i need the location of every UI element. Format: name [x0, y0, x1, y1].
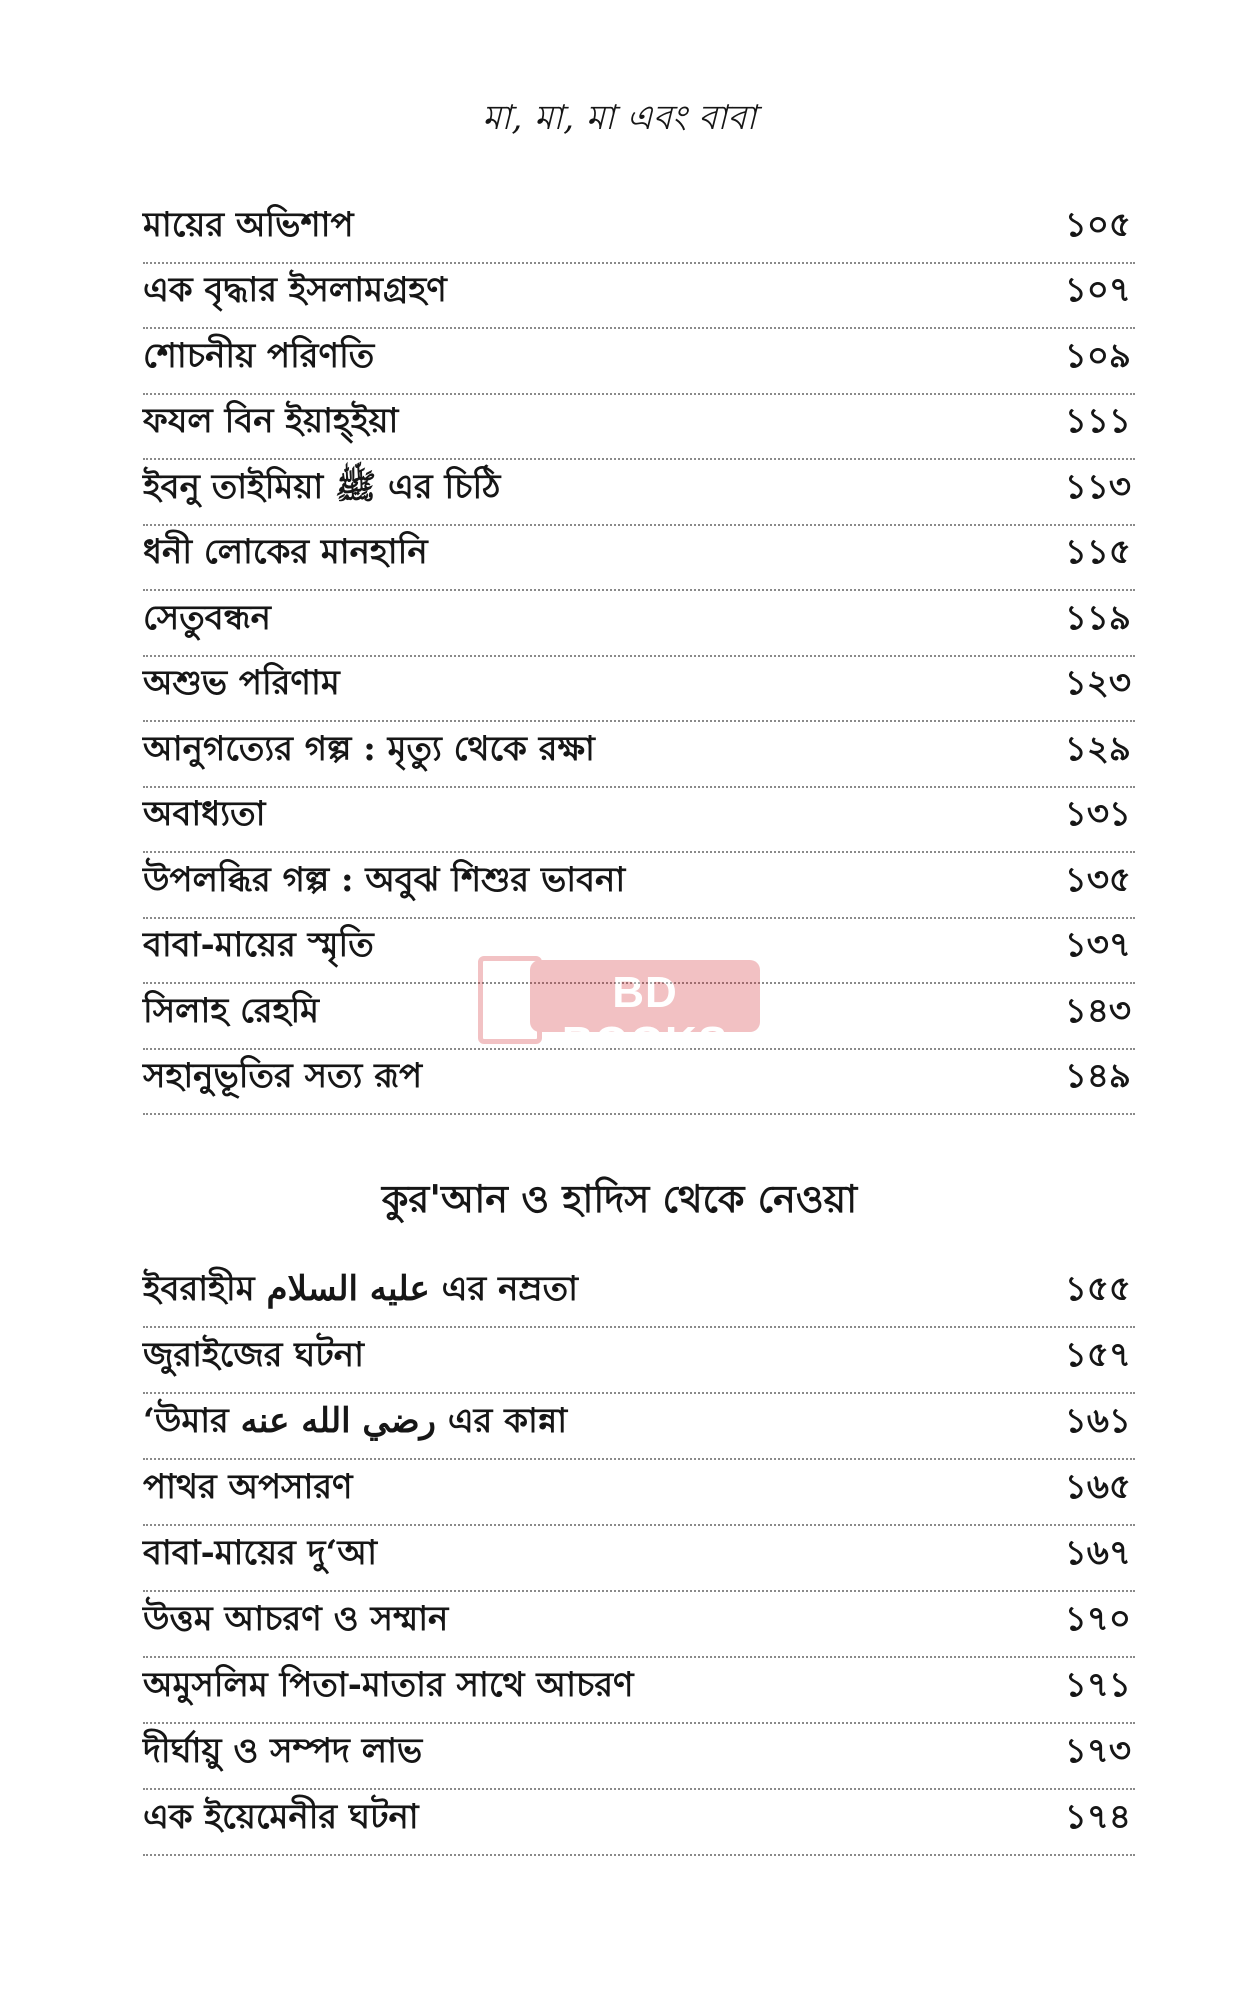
- running-header: মা, মা, মা এবং বাবা: [482, 98, 757, 138]
- table-of-contents-part-2: [143, 1262, 1135, 1856]
- toc-entry-page: ১১৯: [1064, 597, 1131, 638]
- toc-entry-page: ১০৯: [1064, 335, 1131, 376]
- toc-entry-page: ১১১: [1064, 401, 1131, 441]
- toc-entry: [143, 1328, 1135, 1394]
- toc-entry-page: ১৩৭: [1064, 925, 1131, 965]
- toc-entry: [143, 1790, 1135, 1856]
- toc-entry-title: মায়ের অভিশাপ: [143, 204, 354, 245]
- toc-entry: [143, 1460, 1135, 1526]
- toc-entry-title: জুরাইজের ঘটনা: [143, 1335, 364, 1375]
- toc-entry-page: ১২৯: [1064, 728, 1131, 769]
- toc-entry: [143, 460, 1135, 526]
- toc-entry-title: পাথর অপসারণ: [143, 1467, 353, 1507]
- toc-entry: [143, 395, 1135, 461]
- toc-entry-page: ১৭৪: [1064, 1797, 1131, 1837]
- toc-entry-title: ইবনু তাইমিয়া ﷺ এর চিঠি: [143, 466, 501, 507]
- toc-entry: [143, 198, 1135, 264]
- toc-entry-title: দীর্ঘায়ু ও সম্পদ লাভ: [143, 1731, 423, 1771]
- section-heading: কুর'আন ও হাদিস থেকে নেওয়া: [381, 1176, 858, 1221]
- toc-entry-title: উত্তম আচরণ ও সম্মান: [143, 1599, 449, 1639]
- toc-entry-title: আনুগত্যের গল্প : মৃত্যু থেকে রক্ষা: [143, 728, 595, 769]
- toc-entry-title: ইবরাহীম عليه السلام এর নম্রতা: [143, 1269, 578, 1309]
- toc-entry-page: ১৭১: [1064, 1665, 1131, 1705]
- toc-entry: [143, 722, 1135, 788]
- toc-entry-page: ১৬১: [1064, 1401, 1131, 1441]
- toc-entry-page: ১৫৫: [1064, 1269, 1131, 1309]
- toc-entry-page: ১৫৭: [1064, 1335, 1131, 1375]
- toc-entry-page: ১১৩: [1064, 466, 1131, 507]
- toc-entry: [143, 1724, 1135, 1790]
- watermark-text: BD BOOKS: [561, 968, 729, 1067]
- watermark-logo: [478, 950, 768, 1067]
- toc-entry-title: ধনী লোকের মানহানি: [143, 532, 428, 572]
- toc-entry-title: বাবা-মায়ের স্মৃতি: [143, 925, 374, 965]
- toc-entry: [143, 657, 1135, 723]
- toc-entry-title: উপলব্ধির গল্প : অবুঝ শিশুর ভাবনা: [143, 859, 626, 900]
- toc-entry-page: ১৩৫: [1064, 859, 1131, 900]
- toc-entry-title: বাবা-মায়ের দু‘আ: [143, 1533, 378, 1573]
- toc-entry-title: ফযল বিন ইয়াহ্ইয়া: [143, 401, 399, 441]
- toc-entry-title: সহানুভূতির সত্য রূপ: [143, 1056, 423, 1096]
- toc-entry: [143, 853, 1135, 919]
- toc-entry: [143, 1262, 1135, 1328]
- toc-entry-page: ১৪৩: [1064, 990, 1131, 1031]
- toc-entry-page: ১০৭: [1064, 270, 1131, 310]
- toc-entry: [143, 329, 1135, 395]
- toc-entry-title: সেতুবন্ধন: [143, 597, 271, 638]
- toc-entry-title: অমুসলিম পিতা-মাতার সাথে আচরণ: [143, 1665, 634, 1705]
- toc-entry-title: শোচনীয় পরিণতি: [143, 335, 375, 376]
- toc-entry-title: এক বৃদ্ধার ইসলামগ্রহণ: [143, 270, 447, 310]
- toc-entry: [143, 1394, 1135, 1460]
- toc-entry: [143, 1592, 1135, 1658]
- toc-entry-page: ১৬৭: [1064, 1533, 1131, 1573]
- toc-entry-page: ১৬৫: [1064, 1467, 1131, 1507]
- toc-entry: [143, 591, 1135, 657]
- toc-entry-page: ১১৫: [1064, 532, 1131, 572]
- toc-entry-page: ১০৫: [1064, 204, 1131, 245]
- toc-entry: [143, 1526, 1135, 1592]
- toc-entry-page: ১২৩: [1064, 663, 1131, 703]
- toc-entry-title: সিলাহ রেহমি: [143, 990, 320, 1031]
- toc-entry-page: ১৪৯: [1064, 1056, 1131, 1096]
- toc-entry-title: অবাধ্যতা: [143, 794, 266, 834]
- toc-entry-title: অশুভ পরিণাম: [143, 663, 340, 703]
- toc-entry-page: ১৭৩: [1064, 1731, 1131, 1771]
- toc-entry: [143, 264, 1135, 330]
- toc-entry: [143, 1658, 1135, 1724]
- toc-entry: [143, 526, 1135, 592]
- toc-entry: [143, 788, 1135, 854]
- toc-entry-title: ‘উমার رضي الله عنه এর কান্না: [143, 1401, 568, 1441]
- toc-entry-page: ১৩১: [1064, 794, 1131, 834]
- toc-entry-page: ১৭০: [1064, 1599, 1131, 1639]
- toc-entry-title: এক ইয়েমেনীর ঘটনা: [143, 1797, 419, 1837]
